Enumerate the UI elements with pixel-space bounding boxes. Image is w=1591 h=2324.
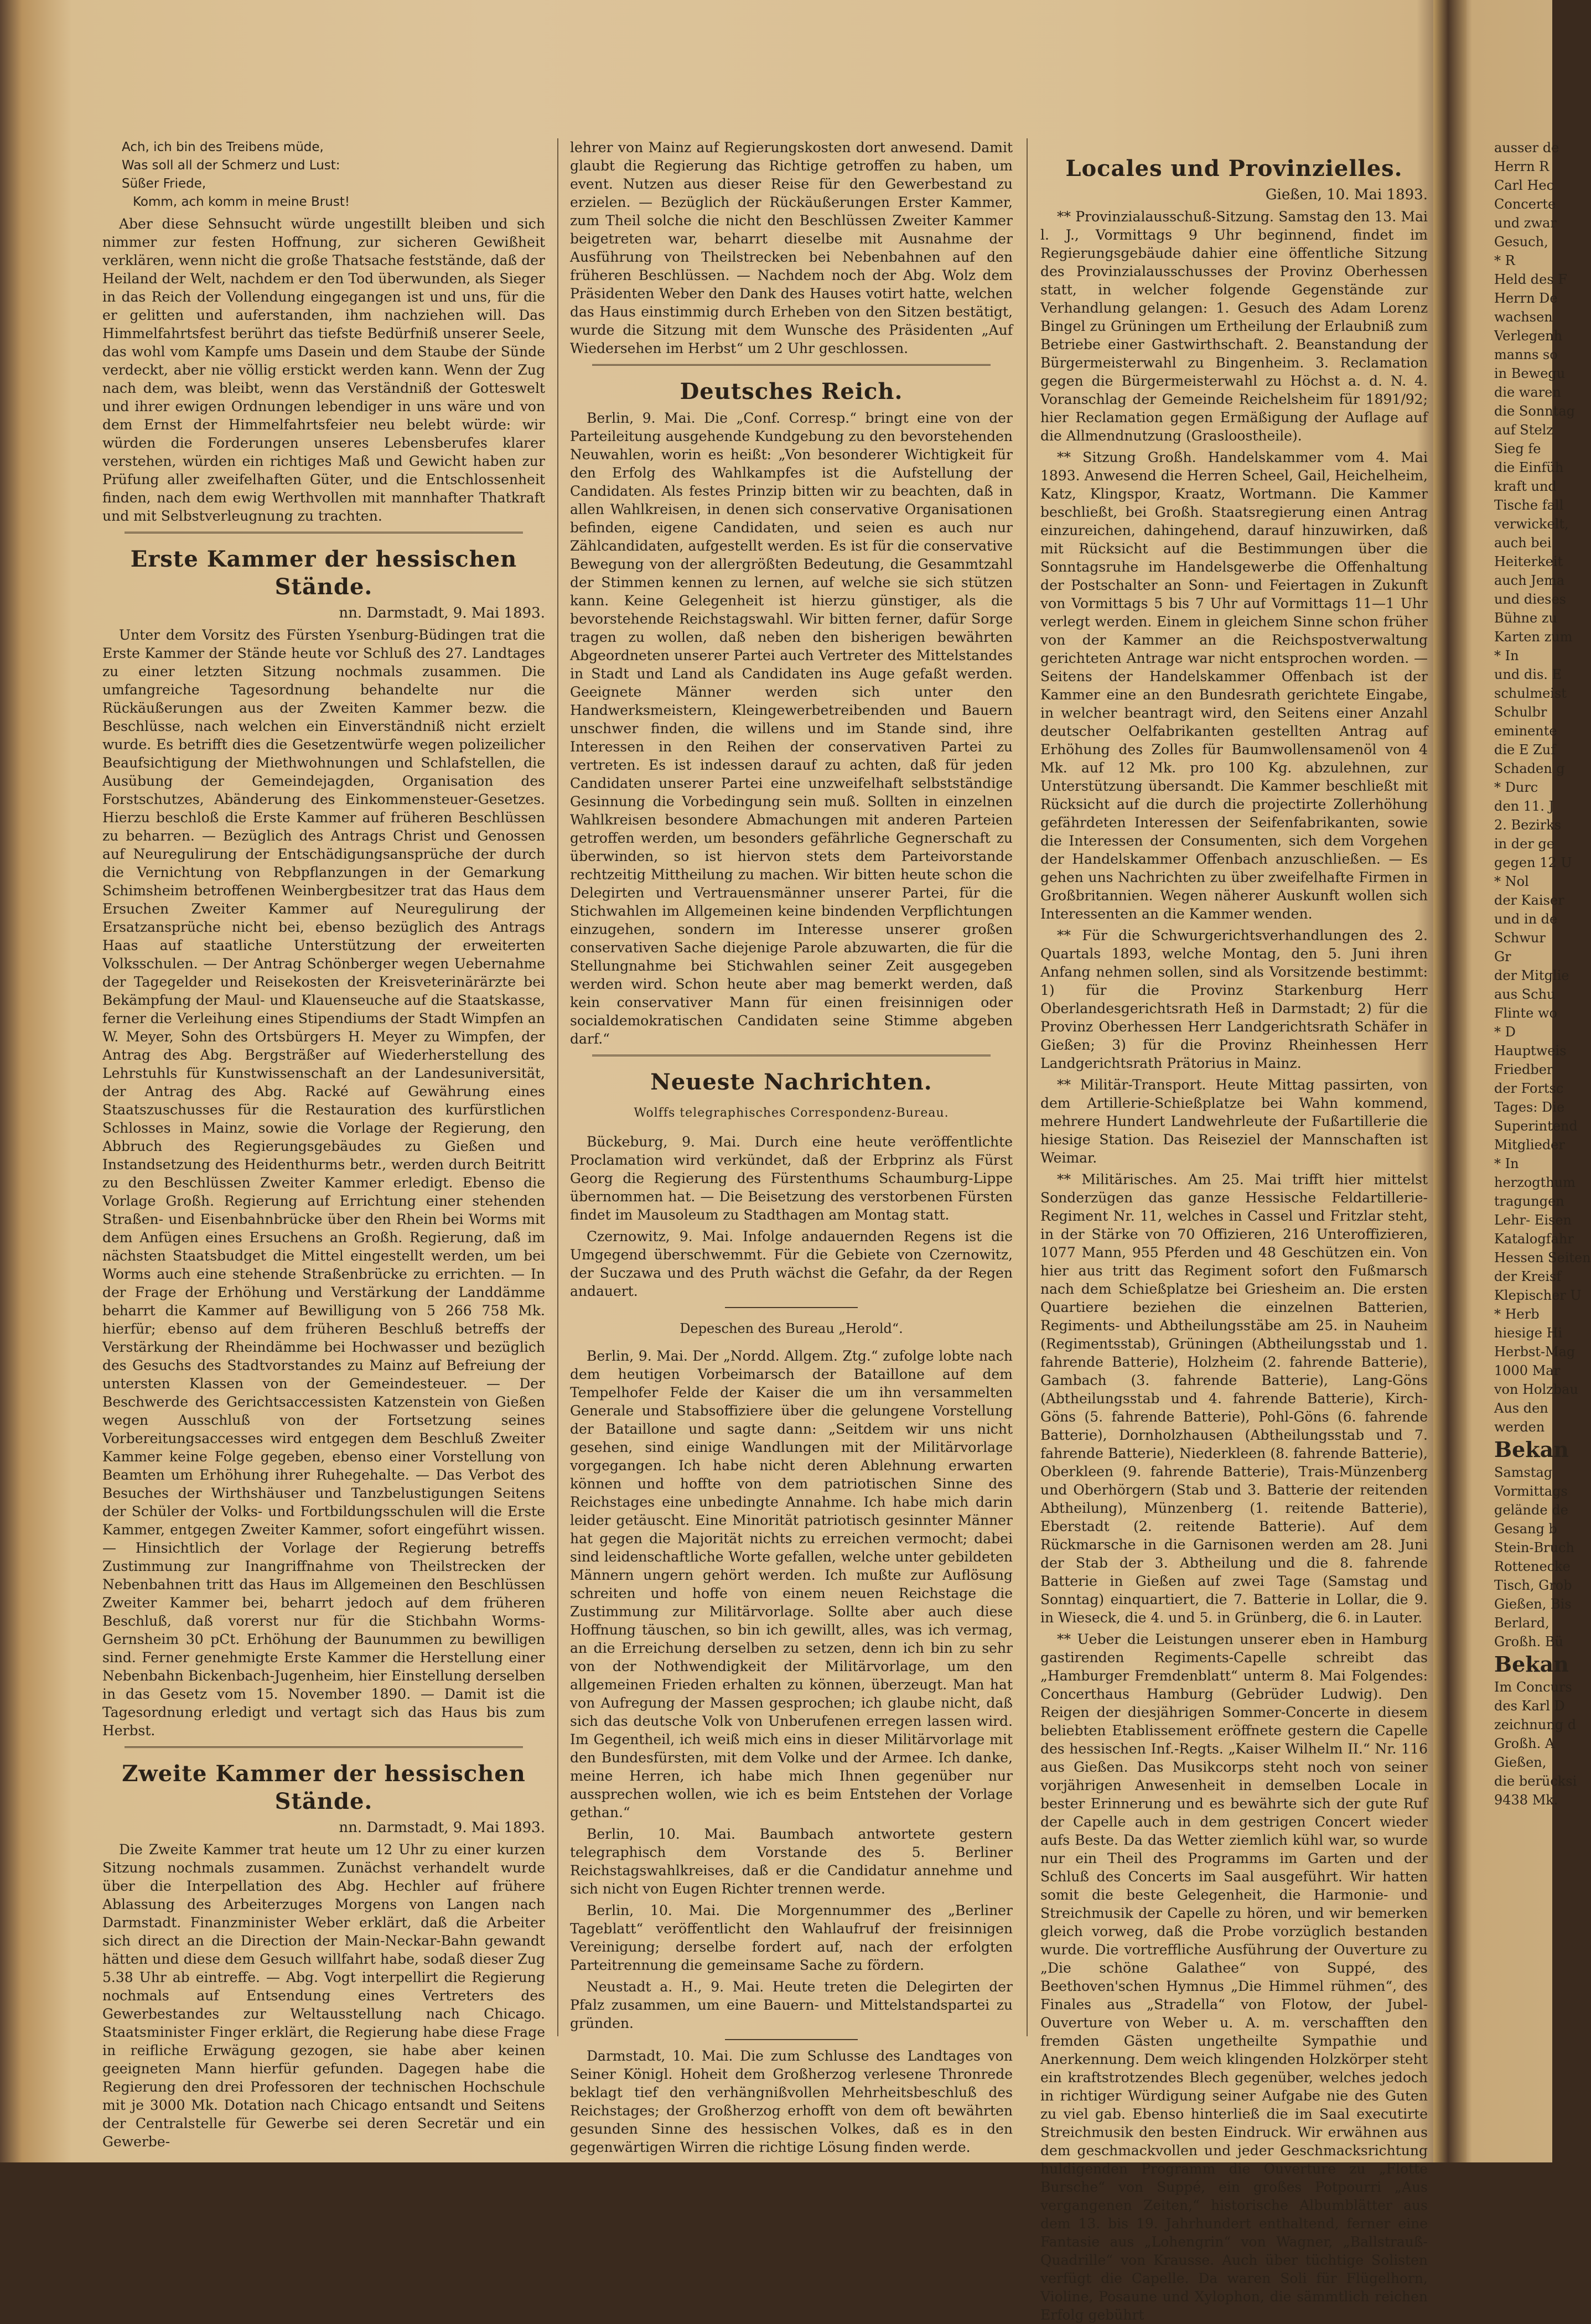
fragment-line: Aus den	[1494, 1400, 1548, 1416]
fragment-line: Held des F	[1494, 272, 1567, 287]
column-3	[1040, 138, 1428, 2323]
fragment-line: Bekan	[1494, 1652, 1569, 1677]
fragment-line: Tages: Die	[1494, 1099, 1565, 1115]
fragment-line: auf Stelz	[1494, 422, 1553, 438]
fragment-line: von Holzbau	[1494, 1382, 1578, 1397]
locales-item: ** Militärisches. Am 25. Mai trifft hier mittelst Sonderzügen das ganze Hessische Feldartillerie-Regiment Nr. 11, welches in Cassel und Fritzlar steht, in der Stärke von 70 Offizieren, 216 Unteroffizieren, 1077 Mann, 955 Pferden und 48 Geschützen ein. Von hier aus tritt das Regiment sofort den Fußmarsch nach dem Schießplatze bei Griesheim an. Die ersten Quartiere beziehen die einzelnen Batterien, Regiments- und Abtheilungsstäbe am 25. in Nauheim (Regimentsstab), Grüningen (Abtheilungsstab und 1. fahrende Batterie), Holzheim (2. fahrende Batterie), Gambach (3. fahrende Batterie), Lang-Göns (Abtheilungsstab und 4. fahrende Batterie), Kirch-Göns (5. fahrende Batterie), Pohl-Göns (6. fahrende Batterie), Dornholzhausen (Abtheilungsstab und 7. fahrende Batterie), Niederkleen (8. fahrende Batterie), Oberkleen (9. fahrende Batterie), Trais-Münzenberg und Oberhörgern (Stab und 3. Batterie der reitenden Abtheilung), Münzenberg (1. reitende Batterie), Eberstadt (2. reitende Batterie). Auf dem Rückmarsche in die Garnisonen werden am 28. Juni der Stab der 3. Abtheilung und die 8. fahrende Batterie in Gießen auf zwei Tage (Samstag und Sonntag) einquartiert, die 7. Batterie in Lollar, die 9. in Wieseck, die 4. und 5. in Grünberg, die 6. in Lauter.	[1040, 1171, 1428, 1626]
fragment-line: Sieg fe	[1494, 441, 1541, 456]
locales-item: ** Ueber die Leistungen unserer eben in Hamburg gastirenden Regiments-Capelle schreibt das „Hamburger Fremdenblatt“ unterm 8. Mai Folgendes: Concerthaus Hamburg (Gebrüder Ludwig). Den Reigen der diesjährigen Sommer-Concerte in diesem beliebten Etablissement eröffnete gestern die Capelle des hessischen Inf.-Regts. „Kaiser Wilhelm II.“ Nr. 116 aus Gießen. Das Musikcorps steht noch von seiner vorjährigen Anwesenheit in demselben Locale in bester Erinnerung und es bewährte sich der gute Ruf der Capelle auch in dem gestrigen Concert wieder aufs Beste. Da das Wetter ziemlich kühl war, so wurde nur ein Theil des Programms im Garten und der Schluß des Concerts im Saal ausgeführt. Wir hatten somit die beste Gelegenheit, die Harmonie- und Streichmusik der Capelle zu hören, und wir bemerken gleich vorweg, daß die Probe vorzüglich bestanden wurde. Die vortreffliche Ausführung der Ouverture zu „Die schöne Galathee“ von Suppé, des Beethoven'schen Hymnus „Die Himmel rühmen“, des Finales aus „Stradella“ von Flotow, der Jubel-Ouverture von Weber u. A. m. verschafften den fremden Gästen ungetheilte Sympathie und Anerkennung. Dem weich klingenden Holzkörper steht ein kraftstrotzendes Blech gegenüber, welches jedoch in richtiger Würdigung seiner Aufgabe nie des Guten zu viel gab. Ebenso hinterließ die im Saal executirte Streichmusik den besten Eindruck. Wir erwähnen aus dem geschmackvollen und jeder Geschmacksrichtung huldigenden Programm die Ouverture zu „Flotte Bursche“ von Suppé, ein großes Potpourri „Aus vergangenen Zeiten,“ historische Albumblätter aus dem 13. bis 19. Jahrhundert enthaltend, ferner eine Fantasie aus „Lohengrin“ von Wagner, „Ballstrauß-Quadrille“ von Krausse. Auch über tüchtige Solisten verfügt die Capelle. Da waren Soli für Flügelhorn, Violine, Posaune und Xylophon, die sämmtlich reichen Erfolg gebührt	[1040, 1631, 1428, 2323]
erste-kammer-dateline: nn. Darmstadt, 9. Mai 1893.	[339, 605, 545, 621]
fragment-line: Hauptweis	[1494, 1043, 1567, 1059]
fragment-line: hiesige Hi	[1494, 1325, 1563, 1341]
fragment-line: * R	[1494, 253, 1515, 268]
fragment-line: aus Schu	[1494, 987, 1556, 1002]
herold-item: Berlin, 10. Mai. Die Morgennummer des „Berliner Tageblatt“ veröffentlicht den Wahlaufruf der freisinnigen Vereinigung; derselbe fordert auf, nach der erfolgten Parteitrennung die gemeinsame Sache zu fördern.	[570, 1902, 1013, 1973]
fragment-line: in Bewegu	[1494, 366, 1566, 381]
separator	[725, 2039, 858, 2040]
fragment-line: 2. Bezirks	[1494, 817, 1562, 833]
fragment-line: den 11. J	[1494, 798, 1554, 814]
locales-dateline: Gießen, 10. Mai 1893.	[1265, 186, 1428, 203]
fragment-line: Gesang b	[1494, 1521, 1557, 1537]
fragment-line: kraft und	[1494, 479, 1557, 494]
fragment-line: die Sonntag	[1494, 403, 1575, 419]
herold-item: Berlin, 9. Mai. Der „Nordd. Allgem. Ztg.“ zufolge lobte nach dem heutigen Vorbeimarsch der Bataillone auf dem Tempelhofer Felde der Kaiser die um ihn versammelten Generale und Stabsoffiziere über die gelungene Vorstellung der Bataillone und sagte dann: „Seitdem wir uns nicht gesehen, sind einige Wandlungen mit der Militärvorlage vorgegangen. Ich habe nicht deren Ablehnung erwarten können und hoffte von dem patriotischen Sinne des Reichstages eine unbedingte Annahme. Ich habe mich darin leider getäuscht. Eine Minorität patriotisch gesinnter Männer hat gegen die Majorität nichts zu erreichen vermocht; dabei sind leidenschaftliche Worte gefallen, welche unter gebildeten Männern ungern gehört werden. Ich mußte zur Auflösung schreiten und hoffe von einem neuen Reichstage die Zustimmung zur Militärvorlage. Sollte aber auch diese Hoffnung täuschen, so bin ich gewillt, alles, was ich vermag, an die Erreichung derselben zu setzen, denn ich bin zu sehr von der Nothwendigkeit der Militärvorlage, um den allgemeinen Frieden erhalten zu können, überzeugt. Man hat von Aufregung der Massen gesprochen; ich glaube nicht, daß sich das deutsche Volk von Unberufenen erregen lassen wird. Im Gegentheil, ich weiß mich eins in dieser Militärvorlage mit den Bundesfürsten, mit dem Volke und der Armee. Ich danke, meine Herren, ich habe mich Ihnen gegenüber nur aussprechen wollen, wie ich es beim Entstehen der Vorlage gethan.“	[570, 1348, 1013, 1820]
fragment-line: Concerte	[1494, 196, 1556, 212]
separator	[725, 1307, 858, 1308]
fragment-line: Karten zum	[1494, 629, 1573, 645]
fragment-line: Samstag	[1494, 1465, 1553, 1480]
fragment-line: und zwar	[1494, 215, 1557, 231]
fragment-line: * In	[1494, 1156, 1519, 1171]
fragment-line: Gr	[1494, 949, 1511, 964]
fragment-line: Gießen, Bis	[1494, 1596, 1572, 1612]
fragment-line: in der ge	[1494, 836, 1554, 852]
fragment-line: Verlegenh	[1494, 328, 1563, 344]
fragment-line: gelände de	[1494, 1502, 1568, 1518]
separator	[125, 1746, 523, 1748]
erste-kammer-body: Unter dem Vorsitz des Fürsten Ysenburg-Büdingen trat die Erste Kammer der Stände heute vor Schluß des 27. Landtages zu einer letzten Sitzung nochmals zusammen. Die umfangreiche Tagesordnung behandelte nur die Rückäußerungen aus der Zweiten Kammer bezw. die Beschlüsse, nach welchen ein Einverständniß nicht erzielt wurde. Es betrifft dies die Gesetzentwürfe wegen polizeilicher Beaufsichtigung der Miethwohnungen und Schlafstellen, die Ausübung der Gemeindejagden, Organisation des Forstschutzes, Abänderung des Einkommensteuer-Gesetzes. Hierzu beschloß die Erste Kammer auf früheren Beschlüssen zu beharren. — Bezüglich des Antrags Christ und Genossen auf Neuregulirung der Entschädigungsansprüche der durch die Vernichtung von Rebpflanzungen in der Gemarkung Schimsheim betroffenen Weinbergbesitzer trat das Haus dem Ersuchen Zweiter Kammer auf Neuregulirung der Ersatzansprüche nicht bei, ebenso bezüglich des Antrags Haas auf staatliche Unterstützung der erweiterten Volksschulen. — Der Antrag Schönberger wegen Uebernahme der Tagegelder und Reisekosten der Kreisveterinärärzte bei Bekämpfung der Maul- und Klauenseuche auf die Staatskasse, ferner die Verleihung eines Stipendiums der Stadt Wimpfen an W. Meyer, Sohn des Ortsbürgers H. Meyer zu Wimpfen, der Antrag des Abg. Bergsträßer auf Wiederherstellung des Lehrstuhls für Kunstwissenschaft an der Landesuniversität, der Antrag des Abg. Racké auf Gewährung eines Staatszuschusses für die Restauration des kurfürstlichen Schlosses in Mainz, sowie die Vorlage der Regierung, den Abbruch des Regierungsgebäudes zu Gießen und Instandsetzung des Heidenthurms betr., werden durch Beitritt zu den Beschlüssen Zweiter Kammer erledigt. Ebenso die Vorlage Großh. Regierung auf Errichtung einer stehenden Straßen- und Eisenbahnbrücke über den Rhein bei Worms mit dem Anfügen eines Ersuchens an Großh. Regierung, daß im nächsten Staatsbudget die Mittel eingestellt werden, um bei Worms auch eine stehende Straßenbrücke zu errichten. — In der Frage der Erhöhung und Verstärkung der Landdämme beharrt die Kammer auf Bewilligung von 5 266 758 Mk. hierfür; ebenso auf dem früheren Beschluß betreffs der Verstärkung der Rheindämme bei Hochwasser und bezüglich des Gesuchs des Stadtvorstandes zu Mainz auf Befreiung der untersten Klassen von der Gemeindesteuer. — Der Beschwerde des Gerichtsaccessisten Katzenstein von Gießen wegen Ausschluß von der Fortsetzung seines Vorbereitungsaccesses wird entgegen dem Beschluß Zweiter Kammer keine Folge gegeben, ebenso einer Vorstellung von Beamten um Erhöhung ihrer Ruhegehalte. — Das Verbot des Besuches der Wirthshäuser und Tanzbelustigungen Seitens der Schüler der Volks- und Fortbildungsschulen will die Erste Kammer, entgegen Zweiter Kammer, sofort eingeführt wissen. — Hinsichtlich der Vorlage der Regierung betreffs Zustimmung zur Inangriffnahme von Theilstrecken der Nebenbahnen tritt das Haus im Allgemeinen den Beschlüssen Zweiter Kammer bei, beharrt jedoch auf dem früheren Beschluß, daß vorerst nur für die Stichbahn Worms-Gernsheim 30 pCt. Erhöhung der Baunummen zu bewilligen sind. Ferner genehmigte Erste Kammer die Herstellung einer Nebenbahn Bickenbach-Jugenheim, hier Einstellung derselben in das Gesetz vom 15. November 1890. — Damit ist die Tagesordnung erledigt und vertagt sich das Haus bis zum Herbst.	[102, 627, 545, 1739]
fragment-line: manns so	[1494, 347, 1558, 362]
fragment-line: * Nol	[1494, 874, 1529, 889]
locales-item: ** Für die Schwurgerichtsverhandlungen des 2. Quartals 1893, welche Montag, den 5. Juni ihren Anfang nehmen sollen, sind als Vorsitzende bestimmt: 1) für die Provinz Starkenburg Herr Oberlandesgerichtsrath Heß in Darmstadt; 2) für die Provinz Oberhessen Herr Landgerichtsrath Schäfer in Gießen; 3) für die Provinz Rheinhessen Herr Landgerichtsrath Prätorius in Mainz.	[1040, 927, 1428, 1071]
fragment-line: Herrn R	[1494, 159, 1549, 174]
column-1	[102, 138, 545, 2150]
locales-title: Locales und Provinzielles.	[1065, 155, 1403, 181]
locales-item: ** Militär-Transport. Heute Mittag passirten, von dem Artillerie-Schießplatze bei Wahn kommend, mehrere Hundert Landwehrleute der Fußartillerie die hiesige Station. Das Reiseziel der Mannschaften ist Weimar.	[1040, 1077, 1428, 1166]
zweite-kammer-body: Die Zweite Kammer trat heute um 12 Uhr zu einer kurzen Sitzung nochmals zusammen. Zunächst verhandelt wurde über die Interpellation des Abg. Hechler auf frühere Ablassung des Arbeiterzuges Morgens von Langen nach Darmstadt. Finanzminister Weber erklärt, daß die Arbeiter sich direct an die Direction der Main-Neckar-Bahn gewandt hätten und diese dem Gesuch willfahrt habe, sodaß dieser Zug 5.38 Uhr ab eintreffe. — Abg. Vogt interpellirt die Regierung nochmals auf Entsendung eines Vertreters des Gewerbestandes zur Weltausstellung nach Chicago. Staatsminister Finger erklärt, die Regierung habe diese Frage in reifliche Erwägung gezogen, sie habe aber keinen geeigneten Mann hierfür gefunden. Dagegen habe die Regierung den drei Professoren der technischen Hochschule mit je 3000 Mk. Dotation nach Chicago entsandt und Seitens der Centralstelle für Gewerbe sei deren Secretär und ein Gewerbe-	[102, 1841, 545, 2150]
fragment-line: werden	[1494, 1419, 1545, 1435]
fragment-line: die berücksi	[1494, 1773, 1577, 1789]
fragment-line: Superintend	[1494, 1118, 1578, 1134]
zweite-kammer-title: Zweite Kammer der hessischen Stände.	[122, 1761, 526, 1814]
fragment-line: Berlard,	[1494, 1615, 1549, 1631]
poem-line: Komm, ach komm in meine Brust!	[133, 195, 350, 209]
fragment-line: eminente	[1494, 723, 1557, 739]
fragment-line: Schulbr	[1494, 704, 1547, 720]
fragment-line: Herbst-Mag	[1494, 1344, 1576, 1360]
himmelfahrt-text: Aber diese Sehnsucht würde ungestillt bleiben und sich nimmer zur festen Hoffnung, zur sicheren Gewißheit verklären, wenn nicht die große Thatsache feststände, daß der Heiland der Welt, nachdem er den Tod überwunden, als Sieger in das Reich der Vollendung eingegangen ist und uns, für die er gelitten und auferstanden, ihm nachziehen will. Das Himmelfahrtsfest berührt das tiefste Bedürfniß unserer Seele, das wohl vom Kampfe ums Dasein und dem Staube der Sünde verdeckt, aber nie völlig erstickt werden kann. Wenn der Zug nach dem, was bleibt, wenn das Verständniß der Gotteswelt und ihrer ewigen Ordnungen lebendiger in uns wäre und von dem Ernst der Himmelfahrtsfeier neu belebt würde: wir würden die Forderungen unseres Lebensberufes klarer verstehen, würden ein richtiges Maß und Gewicht haben zur Prüfung aller zweifelhaften Güter, und die Entschlossenheit finden, nach dem ewig Werthvollen mit mannhafter Thatkraft und mit Selbstverleugnung zu trachten.	[102, 216, 545, 524]
separator	[592, 1055, 991, 1056]
fragment-line: Friedber	[1494, 1062, 1553, 1077]
fragment-line: auch bei	[1494, 535, 1552, 551]
fragment-line: die waren	[1494, 385, 1561, 400]
fragment-line: Mitglieder	[1494, 1137, 1565, 1153]
neueste-title: Neueste Nachrichten.	[650, 1069, 932, 1095]
herold-item: Neustadt a. H., 9. Mai. Heute treten die Delegirten der Pfalz zusammen, um eine Bauern- und Mittelstandspartei zu gründen.	[570, 1979, 1013, 2031]
fragment-line: Hessen Seiten	[1494, 1250, 1591, 1265]
fragment-line: Stein-Bruch	[1494, 1540, 1574, 1555]
fragment-line: * In	[1494, 648, 1519, 663]
neueste-item: Bückeburg, 9. Mai. Durch eine heute veröffentlichte Proclamation wird verkündet, daß der Erbprinz als Fürst Georg die Regierung des Fürstenthums Schaumburg-Lippe übernommen hat. — Die Beisetzung des verstorbenen Fürsten findet im Mausoleum zu Stadthagen am Montag statt.	[570, 1134, 1013, 1223]
fragment-line: 1000 Mar	[1494, 1363, 1561, 1378]
fragment-line: ausser de	[1494, 140, 1559, 155]
fragment-line: Bekan	[1494, 1437, 1569, 1462]
fragment-line: die E Zuf	[1494, 742, 1556, 758]
fragment-line: Vormittags	[1494, 1483, 1568, 1499]
fragment-line: Flinte wo	[1494, 1005, 1557, 1021]
fragment-line: Katalogfahr	[1494, 1231, 1574, 1247]
column-rule-2	[1027, 138, 1028, 2036]
book-spine	[1433, 0, 1466, 2162]
poem-line: Süßer Friede,	[122, 177, 206, 191]
locales-item: ** Sitzung Großh. Handelskammer vom 4. Mai 1893. Anwesend die Herren Scheel, Gail, Heichelheim, Katz, Klingspor, Kraatz, Wortmann. Die Kammer beschließt, bei Großh. Staatsregierung einen Antrag einzureichen, dahingehend, darauf hinzuwirken, daß mit Rücksicht auf die Bestimmungen über die Sonntagsruhe im Handelsgewerbe die Offenhaltung der Postschalter an Sonn- und Feiertagen in Zukunft von Vormittags 5 bis 7 Uhr auf Vormittags 11—1 Uhr verlegt werden. Einem in gleichem Sinne schon früher von der Kammer an die Reichspostverwaltung gerichteten Antrage war nicht entsprochen worden. — Seitens der Handelskammer Offenbach ist der Kammer eine an den Bundesrath gerichtete Eingabe, in welcher beantragt wird, den Seitens einer Anzahl deutscher Oelfabrikanten gestellten Antrag auf Erhöhung des Zolles für Baumwollensamenöl von 4 Mk. auf 12 Mk. pro 100 Kg. abzulehnen, zur Unterstützung übersandt. Die Kammer beschließt mit Rücksicht auf die durch die projectirte Zollerhöhung gefährdeten Interessen der Seifenfabrikanten, sowie die Interessen der Consumenten, sich dem Vorgehen der Handelskammer Offenbach anzuschließen. — Es gehen uns Nachrichten zu über zweifelhafte Firmen in Großbritannien. Wegen näherer Auskunft wollen sich Interessenten an die Kammer wenden.	[1040, 449, 1428, 922]
fragment-line: Großh. Bü	[1494, 1634, 1563, 1649]
fragment-line: * Herb	[1494, 1306, 1540, 1322]
fragment-line: Tische fall	[1494, 497, 1564, 513]
fragment-line: * D	[1494, 1024, 1516, 1040]
fragment-line: und dis. E	[1494, 667, 1562, 682]
fragment-line: wachsen	[1494, 309, 1553, 325]
neueste-item: Czernowitz, 9. Mai. Infolge andauernden Regens ist die Umgegend überschwemmt. Für die Gebiete von Czernowitz, der Suczawa und des Pruth wächst die Gefahr, da der Regen andauert.	[570, 1228, 1013, 1299]
poem-line: Was soll all der Schmerz und Lust:	[122, 158, 340, 173]
fragment-line: Lehr- Eisen	[1494, 1212, 1572, 1228]
next-page-fragment	[1494, 138, 1591, 1809]
fragment-line: und dieses	[1494, 592, 1566, 607]
fragment-line: Bühne zu	[1494, 610, 1557, 626]
fragment-line: die Einfüh	[1494, 460, 1564, 475]
fragment-line: zeichnung d	[1494, 1717, 1577, 1732]
fragment-line: Rottenecke	[1494, 1559, 1571, 1574]
herold-title: Depeschen des Bureau „Herold“.	[680, 1321, 903, 1336]
fragment-line: Großh. A	[1494, 1736, 1555, 1751]
fragment-line: der Kaiser	[1494, 893, 1564, 908]
fragment-line: Heiterkeit	[1494, 554, 1563, 569]
zweite-kammer-continued: lehrer von Mainz auf Regierungskosten dort anwesend. Damit glaubt die Regierung das Richtige getroffen zu haben, um event. Nutzen aus dieser Reise für den Gewerbestand zu erzielen. — Bezüglich der Rückäußerungen Erster Kammer, zum Theil solche die nicht den Beschlüssen Zweiter Kammer beigetreten war, beharrt dieselbe mit Ausnahme der Ausführung von Theilstrecken bei Nebenbahnen auf den früheren Beschlüssen. — Nachdem noch der Abg. Wolz dem Präsidenten Weber den Dank des Hauses votirt hatte, welchen das Haus einstimmig durch Erheben von den Sitzen bestätigt, wurde die Sitzung mit dem Wunsche des Präsidenten „Auf Wiedersehen im Herbst“ um 2 Uhr geschlossen.	[570, 139, 1013, 356]
column-rule-1	[557, 138, 558, 2036]
poem-line: Ach, ich bin des Treibens müde,	[122, 140, 324, 154]
fragment-line: * Durc	[1494, 780, 1538, 795]
herold-item: Berlin, 10. Mai. Baumbach antwortete gestern telegraphisch dem Vorstande des 5. Berliner Reichstagswahlkreises, daß er die Candidatur annehme und sich nicht von Eugen Richter trennen werde.	[570, 1826, 1013, 1897]
fragment-line: des Karl D	[1494, 1698, 1565, 1714]
fragment-line: Herrn De	[1494, 290, 1558, 306]
fragment-line: tragungen	[1494, 1194, 1564, 1209]
deutsches-reich-body: Berlin, 9. Mai. Die „Conf. Corresp.“ bringt eine von der Parteileitung ausgehende Kundgebung zu den bevorstehenden Neuwahlen, worin es heißt: „Von besonderer Wichtigkeit für den Erfolg des Wahlkampfes ist die Aufstellung der Candidaten. Als festes Prinzip bitten wir zu beachten, daß in allen Wahlkreisen, in denen sich conservative Organisationen befinden, eigene Candidaten, und seien es auch nur Zählcandidaten, aufgestellt werden. Es ist für die conservative Bewegung von der allergrößten Bedeutung, die Gesammtzahl der Stimmen kennen zu lernen, auf welche sie sich stützen kann. Keine Gelegenheit ist hierzu günstiger, als die bevorstehende Reichstagswahl. Wir bitten ferner, dafür Sorge tragen zu wollen, daß neben den bisherigen bewährten Abgeordneten unserer Partei auch Vertreter des Mittelstandes in Stadt und Land als Candidaten ins Auge gefaßt werden. Geeignete Männer werden sich unter den Handwerksmeistern, Kleingewerbetreibenden und Bauern unschwer finden, die willens und im Stande sind, ihre Interessen in den Reihen der conservativen Partei zu vertreten. Es ist indessen darauf zu achten, daß für jeden Candidaten unserer Partei eine unzweifelhaft selbstständige Gesinnung die Vorbedingung sein muß. Sollten in einzelnen Wahlkreisen besondere Abmachungen mit anderen Parteien getroffen werden, um besonders gefährliche Gegnerschaft zu überwinden, so ist hiervon stets dem Parteivorstande rechtzeitig Mittheilung zu machen. Wir bitten heute schon die Delegirten und Vertrauensmänner unserer Partei, für die Stichwahlen im Allgemeinen keine bindenden Verpflichtungen einzugehen, sondern im Interesse unserer großen conservativen Sache diejenige Parole abzuwarten, die für die Stellungnahme bei Stichwahlen seiner Zeit ausgegeben werden wird. Schon heute aber mag bemerkt werden, daß kein conservativer Mann für einen freisinnigen oder socialdemokratischen Candidaten seine Stimme abgeben darf.“	[570, 410, 1013, 1047]
fragment-line: verwickelt,	[1494, 516, 1569, 532]
fragment-line: Tisch, Grob	[1494, 1578, 1572, 1593]
separator	[125, 532, 523, 533]
fragment-line: schulmeist	[1494, 686, 1567, 701]
fragment-line: der Kreisf	[1494, 1269, 1562, 1284]
fragment-line: Klepischer U	[1494, 1288, 1582, 1303]
fragment-line: Schaden g	[1494, 761, 1565, 776]
fragment-line: 9438 Mk.	[1494, 1792, 1558, 1808]
fragment-line: Schwur	[1494, 930, 1546, 946]
fragment-line: Gesuch,	[1494, 234, 1548, 250]
fragment-line: herzogthum	[1494, 1175, 1576, 1190]
fragment-line: und in de	[1494, 911, 1558, 927]
fragment-line: der Mitglie	[1494, 968, 1569, 983]
fragment-line: Im Concurs	[1494, 1679, 1572, 1695]
erste-kammer-title: Erste Kammer der hessischen Stände.	[130, 546, 517, 600]
fragment-line: auch Jema	[1494, 573, 1565, 588]
poem	[102, 138, 545, 211]
fragment-line: der Fortsc	[1494, 1081, 1564, 1096]
fragment-line: Gießen,	[1494, 1755, 1547, 1770]
zweite-kammer-dateline: nn. Darmstadt, 9. Mai 1893.	[339, 1819, 545, 1836]
fragment-line: gegen 12 U	[1494, 855, 1572, 870]
fragment-line: Carl Hec	[1494, 178, 1554, 193]
column-2	[570, 138, 1013, 2155]
herold-item: Darmstadt, 10. Mai. Die zum Schlusse des Landtages von Seiner Königl. Hoheit dem Großherzog verlesene Thronrede beklagt tief den verhängnißvollen Mehrheitsbeschluß des Reichstages; der Großherzog erhofft von dem oft bewährten gesunden Sinne des hessischen Volkes, daß es in den gegenwärtigen Wirren die richtige Lösung finden werde.	[570, 2048, 1013, 2155]
neueste-subtitle: Wolffs telegraphisches Correspondenz-Bureau.	[634, 1106, 949, 1120]
separator	[592, 364, 991, 366]
locales-item: ** Provinzialausschuß-Sitzung. Samstag den 13. Mai l. J., Vormittags 9 Uhr beginnend, findet im Regierungsgebäude dahier eine öffentliche Sitzung des Provinzialausschusses der Provinz Oberhessen statt, in welcher folgende Gegenstände zur Verhandlung gelangen: 1. Gesuch des Adam Lorenz Bingel zu Grüningen um Ertheilung der Erlaubniß zum Betriebe einer Gastwirthschaft. 2. Beanstandung der Bürgermeisterwahl zu Bingenheim. 3. Reclamation gegen die Bürgermeisterwahl zu Höchst a. d. N. 4. Voranschlag der Gemeinde Reichelsheim für 1891/92; hier Reclamation gegen Ermäßigung der Auflage auf die Allmendnutzung (Grasloostheile).	[1040, 209, 1428, 444]
deutsches-reich-title: Deutsches Reich.	[680, 378, 903, 404]
